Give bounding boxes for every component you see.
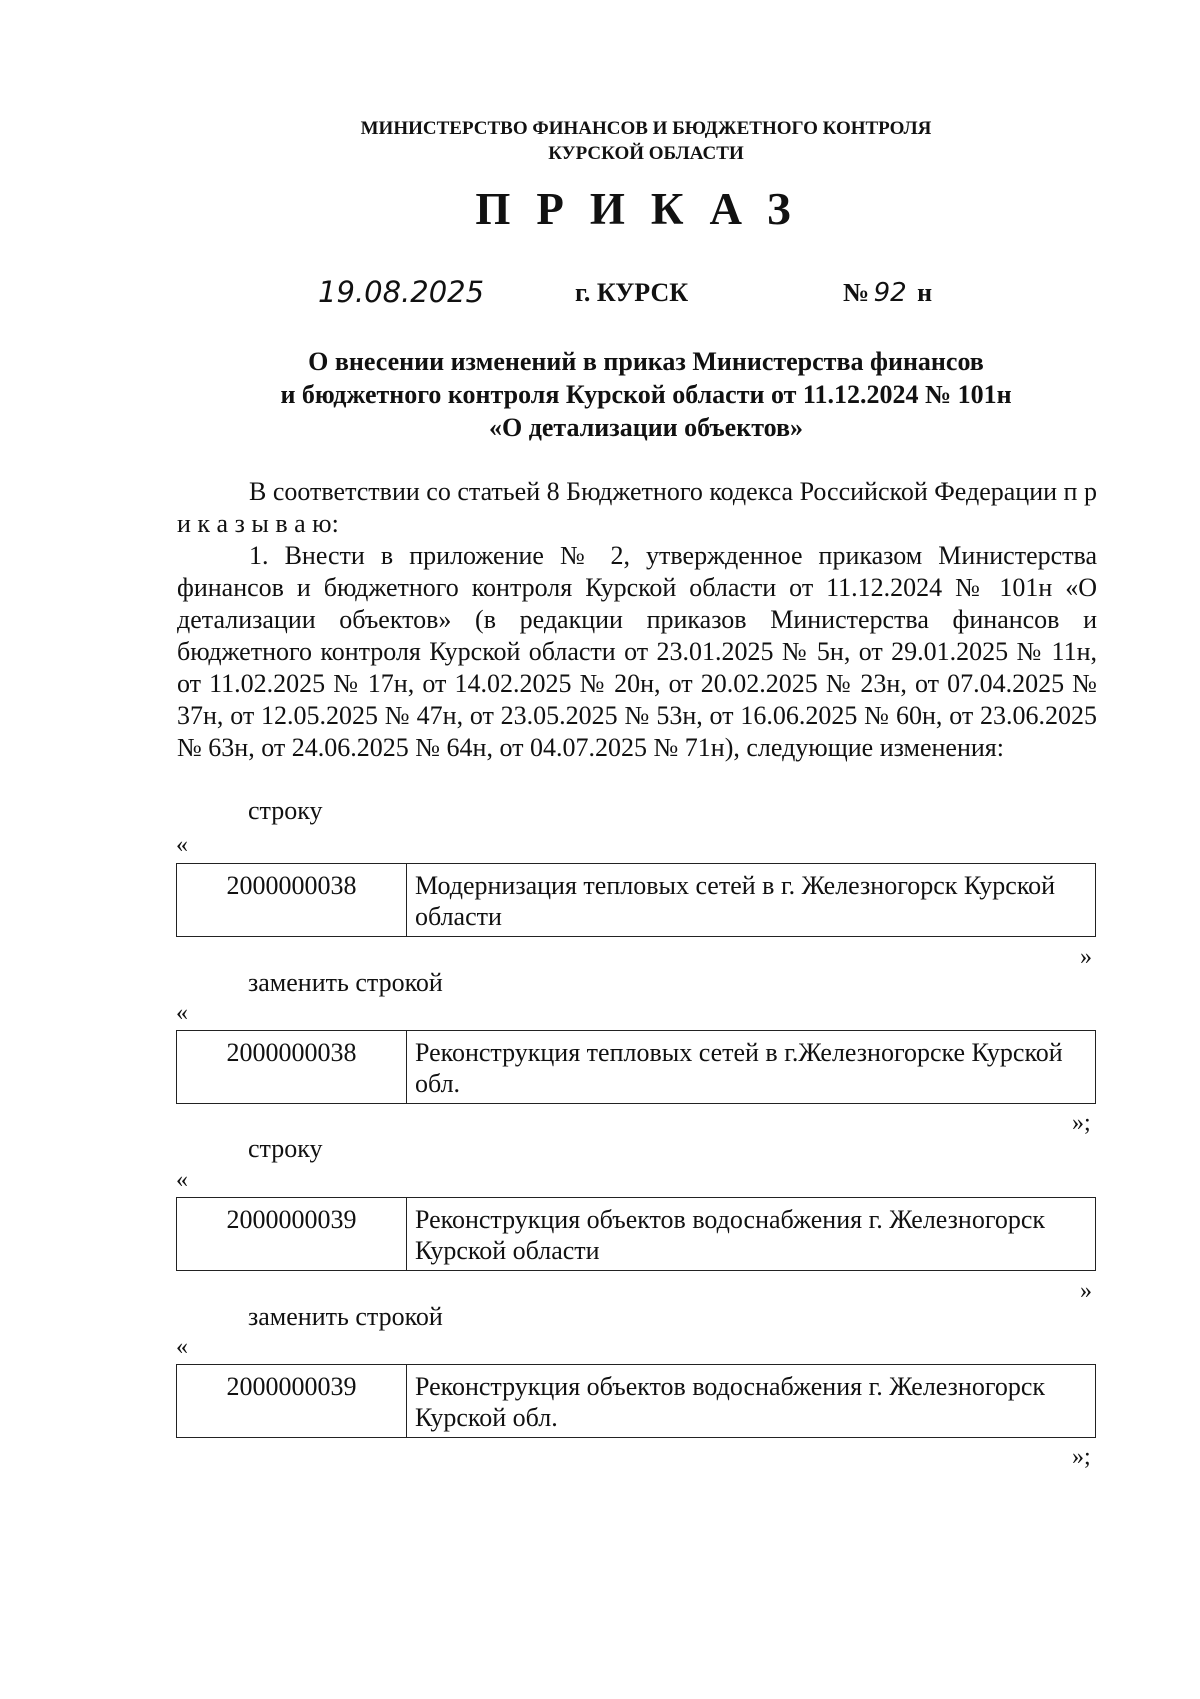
close-quote: » [1080,944,1092,970]
subject-line3: «О детализации объектов» [488,413,804,442]
ministry-header-line2: КУРСКОЙ ОБЛАСТИ [548,143,744,164]
amendment-label: строку [248,796,323,825]
order-number: 92 [873,278,907,308]
number-suffix: н [917,278,933,307]
object-code-cell: 2000000039 [177,1198,407,1271]
table-row [177,1198,1096,1271]
table-row [177,1031,1096,1104]
object-name-cell: Реконструкция тепловых сетей в г.Железногорске Курской обл. [407,1031,1096,1104]
subject-line2: и бюджетного контроля Курской области от 11.12.2024 № 101н [280,380,1012,409]
amendment-table [176,1030,1096,1104]
object-name-cell: Реконструкция объектов водоснабжения г. Железногорск Курской обл. [407,1365,1096,1438]
document-title: ПРИКАЗ [475,184,817,234]
item-1-paragraph: 1. Внести в приложение № 2, утвержденное приказом Министерства финансов и бюджетного контроля Курской области от 11.12.2024 № 101н «О детализации объектов» (в редакции приказов Министерства финансов и бюджетного контроля Курской области от 23.01.2025 № 5н, от 29.01.2025 № 11н, от 11.02.2025 № 17н, от 14.02.2025 № 20н, от 20.02.2025 № 23н, от 07.04.2025 № 37н, от 12.05.2025 № 47н, от 23.05.2025 № 53н, от 16.06.2025 № 60н, от 23.06.2025 № 63н, от 24.06.2025 № 64н, от 04.07.2025 № 71н), следующие изменения: [177,541,1097,762]
order-date: 19.08.2025 [318,275,485,309]
open-quote: « [176,1000,188,1026]
object-name-cell: Модернизация тепловых сетей в г. Железногорск Курской области [407,864,1096,937]
amendment-table [176,1364,1096,1438]
object-code-cell: 2000000038 [177,864,407,937]
amendment-label: строку [248,1134,323,1163]
amendment-table [176,863,1096,937]
object-code-cell: 2000000039 [177,1365,407,1438]
close-quote: » [1080,1278,1092,1304]
object-code-cell: 2000000038 [177,1031,407,1104]
close-quote: »; [1072,1110,1091,1136]
amendment-label: заменить строкой [248,968,443,997]
amendment-table [176,1197,1096,1271]
table-row [177,1365,1096,1438]
order-city: г. КУРСК [575,278,689,307]
table-row [177,864,1096,937]
close-quote: »; [1072,1444,1091,1470]
number-prefix: № [843,278,870,307]
object-name-cell: Реконструкция объектов водоснабжения г. Железногорск Курской области [407,1198,1096,1271]
amendment-label: заменить строкой [248,1302,443,1331]
subject-line1: О внесении изменений в приказ Министерства финансов [308,347,984,376]
order-number-line [843,278,932,308]
ministry-header-line1: МИНИСТЕРСТВО ФИНАНСОВ И БЮДЖЕТНОГО КОНТРОЛЯ [360,118,932,139]
open-quote: « [176,832,188,858]
preamble-paragraph: В соответствии со статьей 8 Бюджетного кодекса Российской Федерации п р и к а з ы в а ю: [177,477,1097,538]
open-quote: « [176,1334,188,1360]
open-quote: « [176,1167,188,1193]
